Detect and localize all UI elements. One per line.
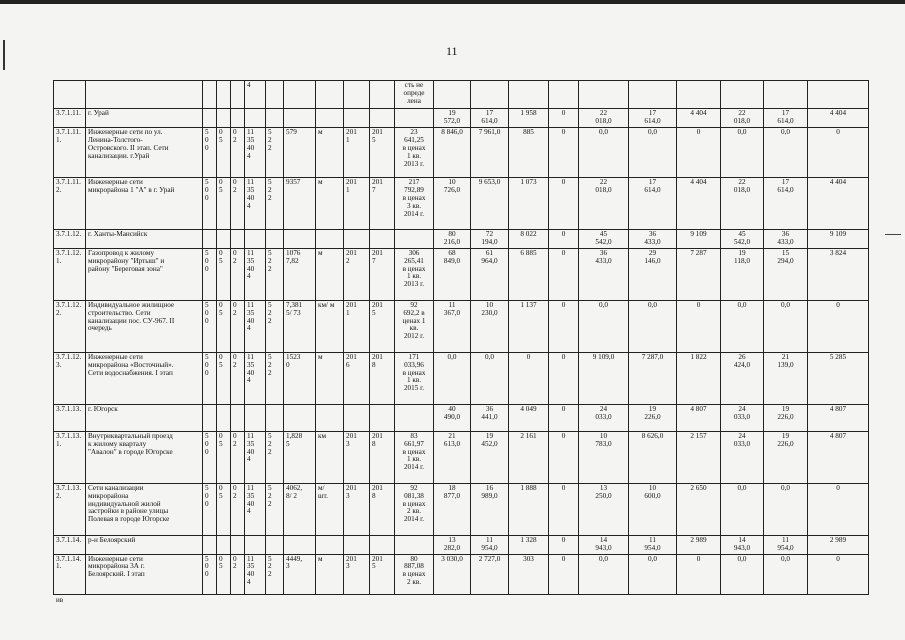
cell-id: 3.7.1.11. 2. [54,177,86,229]
cell-c3: 0 2 [231,431,245,483]
cell-unit [316,229,344,248]
table-row [54,483,869,535]
cell-id: 3.7.1.12. [54,229,86,248]
cell-name: г. Урай [86,109,203,128]
cell-v9: 36 433,0 [764,229,808,248]
cell-c3: 0 2 [231,300,245,352]
cell-c2: 0 5 [217,248,231,300]
cell-v9: 21 139,0 [764,352,808,404]
cell-cost [395,109,434,128]
scan-margin-mark-right [885,234,901,235]
cell-name: Инженерные сети микрорайона 3А г. Белоярский. I этап [86,554,203,594]
cell-v7: 0 [677,300,721,352]
cell-c1: 5 0 0 [203,431,217,483]
cell-v8: 0,0 [721,483,764,535]
table-row [54,535,869,554]
cell-c4: 11 35 40 4 [245,483,266,535]
cell-v3: 6 885 [509,248,549,300]
cell-c2 [217,535,231,554]
cell-c1: 5 0 0 [203,177,217,229]
cell-v5: 36 433,0 [579,248,629,300]
cell-v1: 8 846,0 [434,127,471,177]
cell-name: Газопровод к жилому микрорайону "Иртыш" и району "Береговая зона" [86,248,203,300]
cell-c2: 0 5 [217,483,231,535]
cell-c2: 0 5 [217,300,231,352]
cell-cost [395,404,434,431]
cell-v2: 19 452,0 [471,431,509,483]
cell-v2: 7 961,0 [471,127,509,177]
cell-unit: м [316,248,344,300]
cell-id: 3.7.1.13. 1. [54,431,86,483]
cell-cost: 92 692,2 в ценах 1 кв. 2012 г. [395,300,434,352]
cell-v4: 0 [549,127,579,177]
cell-v1: 11 367,0 [434,300,471,352]
cell-c1: 5 0 0 [203,127,217,177]
cell-v5: 45 542,0 [579,229,629,248]
cell-unit: м [316,127,344,177]
cell-y1: 201 3 [344,554,370,594]
cell-v2: 2 727,0 [471,554,509,594]
cell-v10: 3 824 [808,248,869,300]
cell-y2 [370,229,395,248]
cell-v8: 0,0 [721,554,764,594]
cell-v1: 0,0 [434,352,471,404]
cell-y2: 201 8 [370,483,395,535]
cell-name: Инженерные сети микрорайона 1 "А" в г. Урай [86,177,203,229]
cell-y2: 201 7 [370,248,395,300]
cell-v10: 0 [808,554,869,594]
cell-name: Индивидуальное жилищное строительство. Сети канализации пос. СУ-967. II очередь [86,300,203,352]
cell-y2: 201 5 [370,554,395,594]
cell-v8: 0,0 [721,300,764,352]
cell-v7: 7 287 [677,248,721,300]
cell-v4: 0 [549,404,579,431]
cell-c4: 11 35 40 4 [245,300,266,352]
cell-v2: 36 441,0 [471,404,509,431]
cell-c3: 0 2 [231,127,245,177]
cell-unit [316,535,344,554]
table-row-top [54,81,869,109]
cell-v8: 14 943,0 [721,535,764,554]
cell-c4: 11 35 40 4 [245,248,266,300]
cell-c3 [231,404,245,431]
cell-y1 [344,109,370,128]
cell-c1 [203,109,217,128]
cell-len: 1076 7,82 [284,248,316,300]
cell-v8: 19 118,0 [721,248,764,300]
cell-c4 [245,535,266,554]
cell-v2: 17 614,0 [471,109,509,128]
cell-unit: м [316,554,344,594]
cell-id: 3.7.1.14. [54,535,86,554]
scan-margin-mark [3,40,5,70]
cell-v10: 0 [808,483,869,535]
table-row [54,248,869,300]
cell-y2 [370,109,395,128]
cell-len [284,109,316,128]
cell-c5: 5 2 2 [266,483,284,535]
cell-y2: 201 5 [370,300,395,352]
cell-v4: 0 [549,300,579,352]
cell-c2: 0 5 [217,352,231,404]
cell-v1: 13 282,0 [434,535,471,554]
cell-cost: 92 081,38 в ценах 2 кв. 2014 г. [395,483,434,535]
code-cell: 4 [245,81,266,109]
cell-v2: 16 989,0 [471,483,509,535]
cell-v9: 0,0 [764,483,808,535]
cell-v6: 17 614,0 [629,109,677,128]
cell-v10: 0 [808,300,869,352]
cell-c2 [217,229,231,248]
cell-y1 [344,535,370,554]
cell-v6: 17 614,0 [629,177,677,229]
cell-v9: 19 226,0 [764,404,808,431]
cell-v3: 1 958 [509,109,549,128]
cell-v4: 0 [549,109,579,128]
cell-c1 [203,404,217,431]
cell-v1: 18 877,0 [434,483,471,535]
cell-len: 4449, 3 [284,554,316,594]
cell-len: 9357 [284,177,316,229]
cell-c4: 11 35 40 4 [245,554,266,594]
cell-v5: 22 018,0 [579,177,629,229]
cell-c5: 5 2 2 [266,248,284,300]
cell-id: 3.7.1.11. 1. [54,127,86,177]
cell-v1: 68 849,0 [434,248,471,300]
cell-c4: 11 35 40 4 [245,352,266,404]
cell-v6: 29 146,0 [629,248,677,300]
cell-v4: 0 [549,431,579,483]
cell-c4 [245,404,266,431]
cell-v4: 0 [549,554,579,594]
cell-c2: 0 5 [217,431,231,483]
cell-c4 [245,109,266,128]
cell-y2 [370,535,395,554]
cell-c4 [245,229,266,248]
cell-v3: 1 888 [509,483,549,535]
cell-v10: 5 285 [808,352,869,404]
cell-v7: 1 822 [677,352,721,404]
cell-v9: 17 614,0 [764,109,808,128]
cell-y2: 201 5 [370,127,395,177]
cell-v8: 24 033,0 [721,431,764,483]
cell-v7: 0 [677,127,721,177]
cell-cost: 83 661,97 в ценах 1 кв. 2014 г. [395,431,434,483]
cell-v7: 2 157 [677,431,721,483]
cell-len: 1523 0 [284,352,316,404]
cell-c2: 0 5 [217,177,231,229]
scan-top-edge [0,0,905,4]
cell-id: 3.7.1.13. [54,404,86,431]
cell-c3: 0 2 [231,248,245,300]
cell-v6: 0,0 [629,300,677,352]
cell-len [284,535,316,554]
cell-v10: 4 404 [808,109,869,128]
cell-v9: 0,0 [764,554,808,594]
cell-v1: 19 572,0 [434,109,471,128]
cell-c2 [217,404,231,431]
cell-unit: м/ шт. [316,483,344,535]
cell-cost: 217 792,89 в ценах 3 кв. 2014 г. [395,177,434,229]
cell-c3: 0 2 [231,352,245,404]
cell-len [284,404,316,431]
cell-c4: 11 35 40 4 [245,127,266,177]
cell-unit [316,109,344,128]
cell-v6: 0,0 [629,127,677,177]
table-row [54,300,869,352]
cell-v9: 19 226,0 [764,431,808,483]
cell-id: 3.7.1.12. 3. [54,352,86,404]
cell-c1: 5 0 0 [203,554,217,594]
cell-id: 3.7.1.12. 2. [54,300,86,352]
cell-v8: 45 542,0 [721,229,764,248]
cell-id: 3.7.1.14. 1. [54,554,86,594]
page-number: 11 [446,44,458,58]
table-row [54,431,869,483]
cell-v10: 4 807 [808,431,869,483]
cell-v7: 4 404 [677,177,721,229]
cell-y1: 201 6 [344,352,370,404]
cell-v4: 0 [549,352,579,404]
cell-c1: 5 0 0 [203,352,217,404]
cell-y1: 201 3 [344,483,370,535]
cell-name: Внутриквартальный проезд к жилому кварталу "Авалон" в городе Югорске [86,431,203,483]
table-row [54,109,869,128]
cell-id: 3.7.1.13. 2. [54,483,86,535]
cell-c3 [231,109,245,128]
cell-v6: 8 626,0 [629,431,677,483]
cell-v9: 15 294,0 [764,248,808,300]
cell-v2: 61 964,0 [471,248,509,300]
cell-c3: 0 2 [231,483,245,535]
cell-name: Сети канализации микрорайона индивидуальной жилой застройки в районе улицы Полевая в городе Югорске [86,483,203,535]
cell-v9: 11 954,0 [764,535,808,554]
cell-cost: 171 033,96 в ценах 1 кв. 2015 г. [395,352,434,404]
table-row [54,404,869,431]
cell-v3: 4 049 [509,404,549,431]
cell-v3: 2 161 [509,431,549,483]
cell-v10: 4 807 [808,404,869,431]
cell-v9: 0,0 [764,127,808,177]
cell-c5: 5 2 2 [266,177,284,229]
cell-v3: 8 022 [509,229,549,248]
cell-v5: 24 033,0 [579,404,629,431]
cell-name: Инженерные сети по ул. Ленина-Толстого- Островского. II этап. Сети канализации. г.Урай [86,127,203,177]
cell-len: 7,381 5/ 73 [284,300,316,352]
cell-unit: м [316,177,344,229]
cell-name: Инженерные сети микрорайона «Восточный». Сети водоснабжения. I этап [86,352,203,404]
cell-c4: 11 35 40 4 [245,177,266,229]
budget-table [53,80,869,595]
cell-v1: 40 490,0 [434,404,471,431]
cell-v7: 2 650 [677,483,721,535]
cell-c1: 5 0 0 [203,248,217,300]
table-row [54,229,869,248]
cell-y1: 201 3 [344,431,370,483]
cell-y1: 201 2 [344,248,370,300]
cell-len: 579 [284,127,316,177]
cell-y1: 201 1 [344,177,370,229]
cell-v2: 11 954,0 [471,535,509,554]
cell-v3: 303 [509,554,549,594]
cell-v5: 22 018,0 [579,109,629,128]
cell-y2: 201 8 [370,431,395,483]
cell-name: г. Югорск [86,404,203,431]
cell-id: 3.7.1.12. 1. [54,248,86,300]
cell-v5: 14 943,0 [579,535,629,554]
cell-y1 [344,404,370,431]
cell-v3: 1 328 [509,535,549,554]
cell-v8: 26 424,0 [721,352,764,404]
cell-cost: 80 887,08 в ценах 2 кв. [395,554,434,594]
cell-c5: 5 2 2 [266,352,284,404]
cell-y2 [370,404,395,431]
table-row [54,177,869,229]
cell-v3: 0 [509,352,549,404]
cell-v7: 4 807 [677,404,721,431]
cell-c3: 0 2 [231,177,245,229]
table-row [54,554,869,594]
cell-v10: 9 109 [808,229,869,248]
cell-c2: 0 5 [217,554,231,594]
cell-v6: 11 954,0 [629,535,677,554]
cell-c5: 5 2 2 [266,300,284,352]
cell-v10: 2 989 [808,535,869,554]
cell-v5: 9 109,0 [579,352,629,404]
cell-c5: 5 2 2 [266,431,284,483]
cell-v6: 36 433,0 [629,229,677,248]
cell-v10: 0 [808,127,869,177]
cell-v4: 0 [549,248,579,300]
cell-v2: 72 194,0 [471,229,509,248]
cell-name: р-н Белоярский [86,535,203,554]
cell-v7: 9 109 [677,229,721,248]
cell-v3: 885 [509,127,549,177]
cost-cell: сть не опреде лена [395,81,434,109]
cell-c1: 5 0 0 [203,300,217,352]
cell-y1 [344,229,370,248]
cell-y2: 201 8 [370,352,395,404]
cell-c3 [231,535,245,554]
cell-cost: 23 641,25 в ценах 1 кв. 2013 г. [395,127,434,177]
cell-c5: 5 2 2 [266,554,284,594]
cell-c4: 11 35 40 4 [245,431,266,483]
cell-unit: км/ м [316,300,344,352]
cell-c2 [217,109,231,128]
cell-v3: 1 073 [509,177,549,229]
cell-v4: 0 [549,229,579,248]
cell-v1: 80 216,0 [434,229,471,248]
table-row [54,352,869,404]
cell-id: 3.7.1.11. [54,109,86,128]
cell-unit [316,404,344,431]
cell-c5: 5 2 2 [266,127,284,177]
cell-unit: м [316,352,344,404]
cell-c1 [203,535,217,554]
cell-c3: 0 2 [231,554,245,594]
cell-v7: 0 [677,554,721,594]
cell-v3: 1 137 [509,300,549,352]
cell-v5: 10 783,0 [579,431,629,483]
cell-v5: 0,0 [579,300,629,352]
cell-v8: 22 018,0 [721,177,764,229]
cell-cost [395,229,434,248]
cell-len [284,229,316,248]
cell-y1: 201 1 [344,127,370,177]
cell-v2: 9 653,0 [471,177,509,229]
cell-v8: 0,0 [721,127,764,177]
cell-len: 1,828 5 [284,431,316,483]
cell-v1: 3 030,0 [434,554,471,594]
cell-c5 [266,404,284,431]
cell-v1: 21 613,0 [434,431,471,483]
cell-c5 [266,109,284,128]
cell-v9: 0,0 [764,300,808,352]
cell-cost [395,535,434,554]
cell-v2: 0,0 [471,352,509,404]
cell-unit: км [316,431,344,483]
table-row [54,127,869,177]
cell-v7: 2 989 [677,535,721,554]
cell-v6: 0,0 [629,554,677,594]
cell-v4: 0 [549,535,579,554]
cell-c1 [203,229,217,248]
cell-v5: 0,0 [579,554,629,594]
cell-c5 [266,535,284,554]
cell-v1: 10 726,0 [434,177,471,229]
cell-y2: 201 7 [370,177,395,229]
cell-v4: 0 [549,483,579,535]
cell-c2: 0 5 [217,127,231,177]
cell-v6: 7 287,0 [629,352,677,404]
cell-len: 4062, 8/ 2 [284,483,316,535]
cell-v4: 0 [549,177,579,229]
cell-y1: 201 1 [344,300,370,352]
cell-c5 [266,229,284,248]
cell-v6: 10 600,0 [629,483,677,535]
cell-v5: 0,0 [579,127,629,177]
cell-c3 [231,229,245,248]
cell-c1: 5 0 0 [203,483,217,535]
cell-v5: 13 250,0 [579,483,629,535]
cell-cost: 306 265,41 в ценах 1 кв. 2013 г. [395,248,434,300]
cell-v2: 10 230,0 [471,300,509,352]
cell-v6: 19 226,0 [629,404,677,431]
cell-name: г. Ханты-Мансийск [86,229,203,248]
cell-v7: 4 404 [677,109,721,128]
cell-v8: 24 033,0 [721,404,764,431]
cell-v9: 17 614,0 [764,177,808,229]
cell-v8: 22 018,0 [721,109,764,128]
cell-v10: 4 404 [808,177,869,229]
footer-mark: ив [56,596,64,604]
